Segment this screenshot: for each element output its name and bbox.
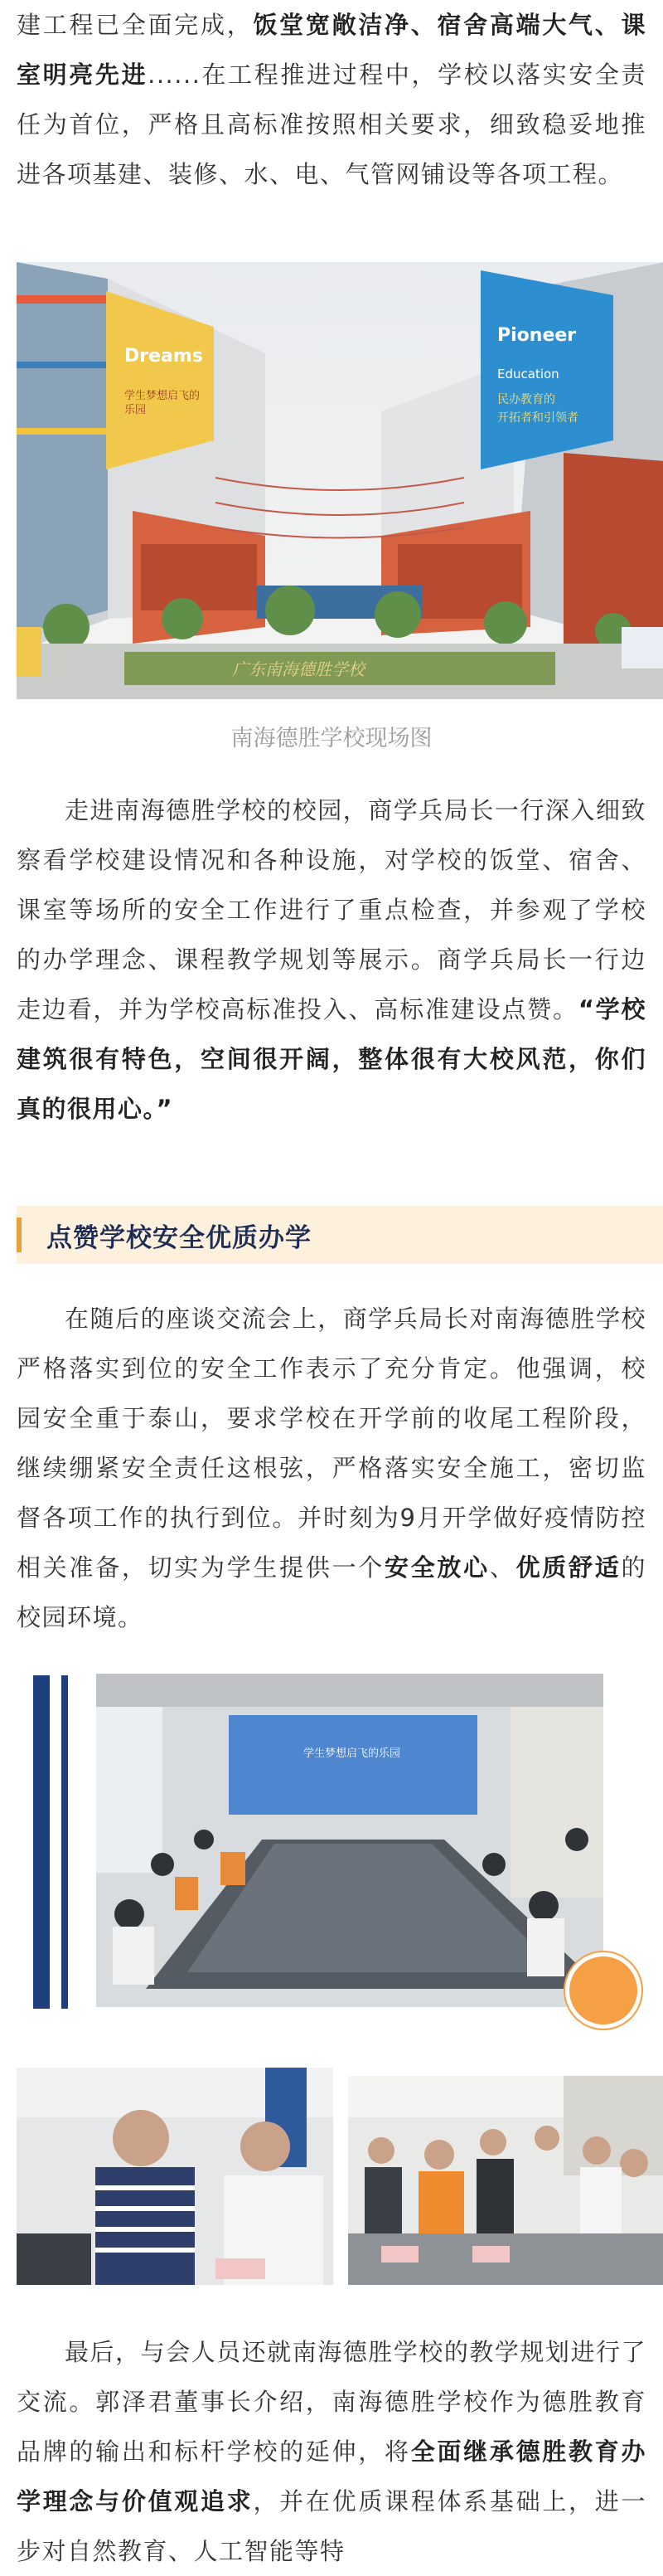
meeting-photo-left-illustration	[17, 2068, 333, 2285]
visit-quote: “学校建筑很有特色，空间很开阔，整体很有大校风范，你们真的很用心。”	[17, 995, 646, 1123]
section-title: 点赞学校安全优质办学	[46, 1222, 312, 1253]
campus-illustration	[17, 262, 663, 699]
visit-text: 走进南海德胜学校的校园，商学兵局长一行深入细致察看学校建设情况和各种设施，对学校的饭堂、宿舍、课室等场所的安全工作进行了重点检查，并参观了学校的办学理念、课程教学规划等展示。商学兵局长一行边走边看，并为学校高标准投入、高标准建设点赞。	[17, 796, 646, 1023]
intro-bold-text: 饭堂宽敞洁净、宿舍高端大气、课室明亮先进	[17, 11, 646, 89]
planning-bold-text: 全面继承德胜教育办学理念与价值观追求	[17, 2437, 646, 2515]
section-title-bar	[17, 1206, 663, 1264]
intro-paragraph	[17, 0, 646, 199]
decor-stripe-right	[61, 1675, 68, 2009]
right-banner	[481, 270, 613, 469]
meeting-room-illustration	[96, 1674, 603, 2007]
orange-circle-decoration	[565, 1952, 641, 2029]
meeting-photo-right	[348, 2076, 663, 2285]
meeting-photo-right-illustration	[348, 2076, 663, 2285]
right-banner-line-1: 民办教育的	[497, 393, 555, 406]
left-banner-title: Dreams	[124, 346, 203, 367]
left-banner-line-2: 乐园	[124, 404, 147, 416]
meeting-text-tail: 的校园环境。	[17, 1553, 646, 1631]
visit-paragraph	[17, 785, 646, 1134]
intro-text-tail: ......在工程推进过程中，学校以落实安全责任为首位，严格且高标准按照相关要求，细致稳妥地推进各项基建、装修、水、电、气管网铺设等各项工程。	[17, 61, 646, 188]
intro-text: 建工程已全面完成，	[17, 11, 254, 39]
meeting-bold-1: 安全放心	[385, 1553, 490, 1582]
meeting-screen-text: 学生梦想启飞的乐园	[303, 1747, 401, 1760]
meeting-text: 在随后的座谈交流会上，商学兵局长对南海德胜学校严格落实到位的安全工作表示了充分肯定。他强调，校园安全重于泰山，要求学校在开学前的收尾工程阶段，继续绷紧安全责任这根弦，严格落实安全施工，密切监督各项工作的执行到位。并时刻为9月开学做好疫情防控相关准备，切实为学生提供一个	[17, 1305, 646, 1582]
meeting-room-photo	[96, 1674, 603, 2007]
section-accent-bar	[17, 1218, 22, 1252]
left-banner-line-1: 学生梦想启飞的	[124, 390, 201, 402]
planning-text-tail: ，并在优质课程体系基础上，进一步对自然教育、人工智能等特	[17, 2487, 646, 2565]
right-banner-subtitle: Education	[497, 367, 559, 382]
meeting-separator: 、	[489, 1553, 516, 1582]
meeting-paragraph	[17, 1294, 646, 1642]
campus-photo	[17, 262, 663, 699]
planning-text: 最后，与会人员还就南海德胜学校的教学规划进行了交流。郭泽君董事长介绍，南海德胜学校作为德胜教育品牌的输出和标杆学校的延伸，将	[17, 2338, 646, 2466]
ground-lettering: 广东南海德胜学校	[232, 659, 365, 679]
campus-photo-caption: 南海德胜学校现场图	[230, 726, 433, 751]
planning-paragraph	[17, 2327, 646, 2576]
meeting-photo-left	[17, 2068, 333, 2285]
right-banner-title: Pioneer	[497, 325, 577, 346]
meeting-bold-2: 优质舒适	[515, 1553, 622, 1582]
decor-stripe-left	[33, 1675, 50, 2009]
right-banner-line-2: 开拓者和引领者	[497, 411, 578, 425]
